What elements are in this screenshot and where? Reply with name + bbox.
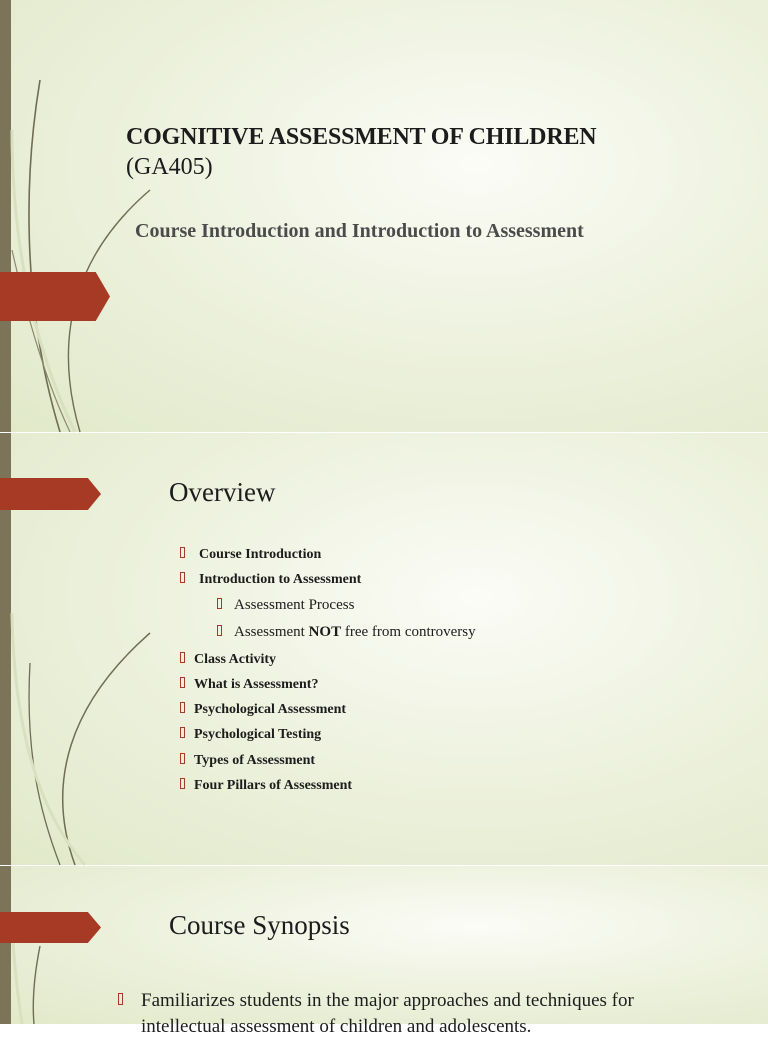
list-item: Class Activity [180, 650, 276, 668]
list-item: Assessment Process [217, 596, 354, 614]
bullet-icon [217, 598, 222, 609]
title-slide [0, 0, 768, 432]
synopsis-heading: Course Synopsis [169, 910, 350, 940]
bullet-icon [118, 993, 123, 1005]
bullet-icon [180, 652, 185, 663]
overview-tab-marker [0, 478, 101, 510]
list-item: Types of Assessment [180, 751, 315, 769]
overview-heading: Overview [169, 477, 276, 507]
list-item: Introduction to Assessment [180, 570, 361, 588]
overview-slide [0, 433, 768, 865]
bullet-icon [180, 753, 185, 764]
bullet-icon [180, 572, 185, 583]
course-title: COGNITIVE ASSESSMENT OF CHILDREN [126, 124, 597, 150]
bullet-icon [180, 677, 185, 688]
synopsis-slide [0, 866, 768, 1037]
swoosh-decoration [0, 0, 120, 432]
list-item: Psychological Testing [180, 725, 321, 743]
list-item: What is Assessment? [180, 675, 318, 693]
bullet-icon [180, 547, 185, 558]
bullet-icon [180, 727, 185, 738]
course-subtitle: Course Introduction and Introduction to Assessment [135, 220, 584, 242]
bullet-icon [217, 625, 222, 636]
synopsis-tab-marker [0, 912, 101, 943]
list-item: Course Introduction [180, 545, 321, 563]
bullet-icon [180, 778, 185, 789]
synopsis-bullet-text: Familiarizes students in the major approaches and techniques for intellectual assessment of children and adolescents. [141, 990, 634, 1037]
swoosh-decoration [0, 866, 80, 1024]
list-item: Four Pillars of Assessment [180, 776, 352, 794]
list-item: Psychological Assessment [180, 700, 346, 718]
title-tab-marker [0, 272, 110, 321]
course-code: (GA405) [126, 154, 213, 180]
list-item: Assessment NOT free from controversy [217, 623, 476, 641]
bullet-icon [180, 702, 185, 713]
